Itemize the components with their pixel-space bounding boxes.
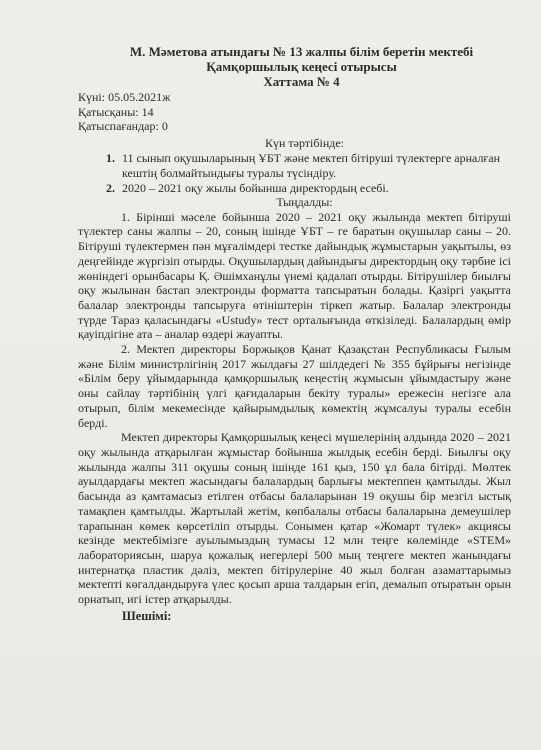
heard-heading: Тыңдалды: (276, 195, 333, 210)
agenda-item: 1. 11 сынып оқушыларының ҰБТ және мектеп бітіруші түлектерге арналған кештің болмайтындығы туралы түсіндіру. (118, 151, 511, 180)
school-title: М. Мәметова атындағы № 13 жалпы білім беретін мектебі (129, 44, 474, 59)
decision-heading: Шешімі: (122, 608, 172, 623)
meeting-date: Күні: 05.05.2021ж (78, 90, 171, 104)
agenda-heading: Күн тәртібінде: (264, 135, 345, 150)
paragraph-director-report: 2. Мектеп директоры Боржықов Қанат Қазақстан Республикасы Ғылым және Білім министрлігінің 2017 жылдағы 27 шілдедегі № 355 бұйрығы негізінде «Білім беру ұйымдарында қамқоршылық кеңестің жұмысын ұйымдастыру және оны сайлау тәртібінің үлгі қағидаларын бекіту туралы» ережесін негізге ала отырып, білім мекемесінде қайырымдылық көмектің жұмсалуы туралы есебін берді. (78, 342, 511, 430)
attended-count: Қатысқаны: 14 (78, 104, 154, 119)
paragraph-first-issue: 1. Бірінші мәселе бойынша 2020 – 2021 оқу жылында мектеп бітіруші түлектер саны жалпы – 20, соның ішінде ҰБТ – ге баратын оқушылар саны – 20. Бітіруші түлектермен пән мұғалімдері тестке дайындық жұмыстарын уақытылы, өз деңгейінде жүргізіп отырды. Оқушылардың дайындығы директордың оқу тәрбие ісі жөніндегі орынбасары Қ. Әшімханұлы үнемі қадалап отырды. Бітірушілер биылғы оқу жылынан бастап электронды форматта тапсыратын болады. Қазіргі уақытта балалар электронды тапсыруға өтініштерін тіркеп жатыр. Балалар электронды түрде Тараз қаласындағы «Ustudy» тест орталығында өткізіледі. Балалардың өмір қауіпдігіне ата – аналар өздері жауапты. (78, 209, 511, 342)
protocol-number: Хаттама № 4 (263, 74, 340, 89)
paragraph-annual-report: Мектеп директоры Қамқоршылық кеңесі мүшелерінің алдында 2020 – 2021 оқу жылында атқарылған жұмыстар бойынша жылдық есебін берді. Биылғы оқу жылында жалпы 311 оқушы соның ішінде 161 қыз, 150 ұл бала бітірді. Мөлтек ауылдардағы мектеп жасындағы балалардың барлығы мектеппен қамтылды. Жыл басында аз қамтамасыз етілген отбасы балаларынан 19 оқушы бір мезгіл ыстық тамақпен қамтылды. Жартылай жетім, көпбалалы отбасы балаларына демеушілер тарапынан көмек көрсетіліп отырды. Сонымен қатар «Жомарт түлек» акциясы кезінде мектебімізге ауылымыздың тумасы 12 млн теңге көлемінде «STEM» лабораториясын, шаруа қожалық иегерлері 500 мың теңгеге мектеп жанындағы интернатқа пластик дәліз, мектеп бітірулеріне 40 жыл болған азаматтарымыз мектепті көгалдандыруға үлес қосып арша талдарын егіп, демалып отыратын орын орнатып, игі істер атқарылды. (78, 430, 511, 607)
absent-count: Қатыспағандар: 0 (78, 119, 168, 134)
agenda-list (78, 151, 511, 195)
council-title: Қамқоршылық кеңесі отырысы (206, 59, 397, 74)
agenda-item: 2. 2020 – 2021 оқу жылы бойынша директордың есебі. (118, 181, 511, 196)
